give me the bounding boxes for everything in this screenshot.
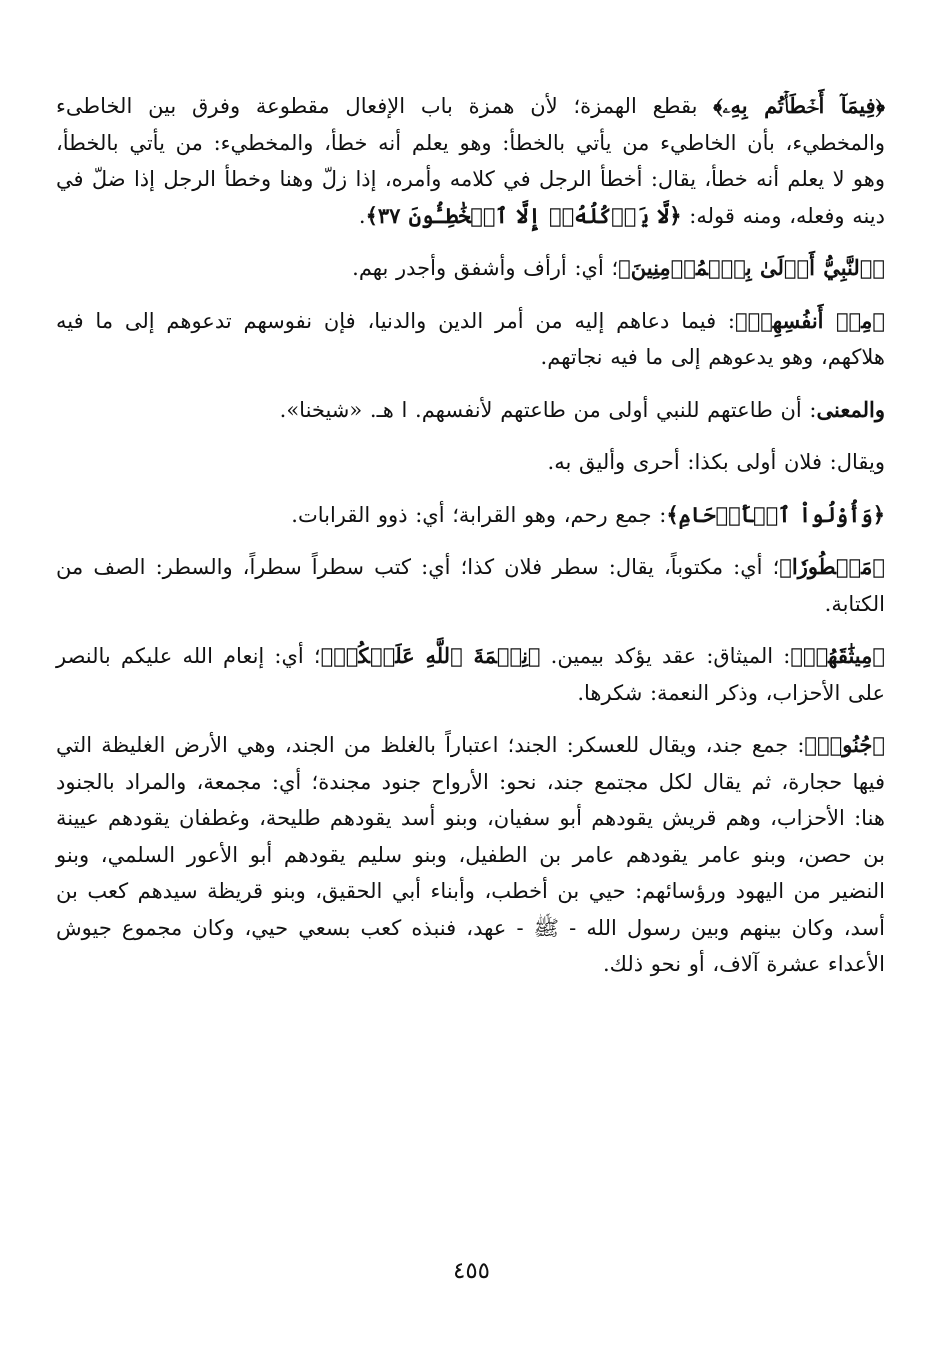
paragraph-text: .: [358, 203, 366, 228]
paragraph-text: : أن طاعتهم للنبي أولى من طاعتهم لأنفسهم. ا هـ. «شيخنا».: [279, 397, 817, 422]
page-body: [56, 88, 885, 983]
paragraph-text: : جمع رحم، وهو القرابة؛ أي: ذوو القرابات.: [291, 502, 667, 527]
quran-phrase: ﴿مِيثَٰقَهُمۡ﴾: [790, 643, 885, 668]
paragraph-1: [56, 88, 885, 234]
paragraph-2: [56, 250, 885, 287]
paragraph-text: : جمع جند، ويقال للعسكر: الجند؛ اعتباراً بالغلظ من الجند، وهي الأرض الغليظة التي فيها حجارة، ثم يقال لكل مجتمع جند، نحو: الأرواح جنود مجندة؛ أي: مجمعة، والمراد بالجنود هنا: الأحزاب، وهم قريش يقودهم أبو سفيان، وبنو أسد يقودهم طليحة، وغطفان يقودهم عيينة بن حصن، وبنو عامر يقودهم عامر بن الطفيل، وبنو سليم يقودهم أبو الأعور السلمي، وبنو النضير من اليهود ورؤسائهم: حيي بن أخطب، وأبناء أبي الحقيق، وبنو قريظة سيدهم كعب بن أسد، وكان بينهم وبين رسول الله - ﷺ - عهد، فنبذه كعب بسعي حيي، وكان مجموع جيوش الأعداء عشرة آلاف، أو نحو ذلك.: [56, 733, 885, 976]
quran-phrase: ﴿مَسۡطُورٗا﴾: [779, 554, 885, 579]
paragraph-4: [56, 392, 885, 429]
quran-phrase: ﴿جُنُودٞ﴾: [804, 732, 885, 757]
paragraph-6: [56, 497, 885, 534]
paragraph-3: [56, 303, 885, 376]
paragraph-text: ؛ أي: مكتوباً، يقال: سطر فلان كذا؛ أي: كتب سطراً سطراً، والسطر: الصف من الكتابة.: [56, 555, 885, 616]
quran-phrase: ﴿ٱلنَّبِيُّ أَوۡلَىٰ بِٱلۡمُؤۡمِنِينَ﴾: [618, 255, 885, 280]
paragraph-9: [56, 727, 885, 983]
paragraph-text: : الميثاق: عقد يؤكد بيمين.: [540, 644, 791, 668]
paragraph-7: [56, 549, 885, 622]
paragraph-text: بقطع الهمزة؛ لأن همزة باب الإفعال مقطوعة وفرق بين الخاطىء والمخطيء، بأن الخاطيء من يأتي بالخطأ: وهو يعلم أنه خطأ، والمخطيء: من يأتي بالخطأ، وهو لا يعلم أنه خطأ، يقال: أخطأ الرجل في كلامه وأمره، إذا زلّ وهنا وخطأ الرجل إذا ضلّ في دينه وفعله، ومنه قوله:: [56, 94, 885, 228]
lead-term: والمعنى: [816, 396, 885, 422]
quran-phrase: ﴿لَّا يَأۡكُلُهُۥٓ إِلَّا ٱلۡخَٰطِـُٔونَ ٣٧﴾: [365, 202, 682, 228]
paragraph-5: [56, 444, 885, 481]
quran-phrase: ﴿نِعۡمَةَ ٱللَّهِ عَلَيۡكُمۡ﴾: [320, 643, 541, 668]
paragraph-8: [56, 638, 885, 711]
quran-phrase: ﴿وَأُوْلُواْ ٱلۡأَرۡحَامِ﴾: [666, 501, 885, 527]
paragraph-text: ويقال: فلان أولى بكذا: أحرى وأليق به.: [547, 450, 885, 474]
paragraph-text: ؛ أي: إنعام الله عليكم بالنصر على الأحزاب، وذكر النعمة: شكرها.: [56, 644, 885, 705]
paragraph-text: ؛ أي: أرأف وأشفق وأجدر بهم.: [352, 256, 619, 280]
quran-phrase: ﴿مِنۡ أَنفُسِهِمۡ﴾: [734, 307, 885, 333]
quran-phrase: ﴿فِيمَآ أَخۡطَأۡتُم بِهِۦ﴾: [713, 93, 885, 118]
page-number: ٤٥٥: [452, 1258, 491, 1284]
paragraph-text: : فيما دعاهم إليه من أمر الدين والدنيا، فإن نفوسهم تدعوهم إلى ما فيه هلاكهم، وهو يدعوهم إلى ما فيه نجاتهم.: [56, 308, 885, 369]
